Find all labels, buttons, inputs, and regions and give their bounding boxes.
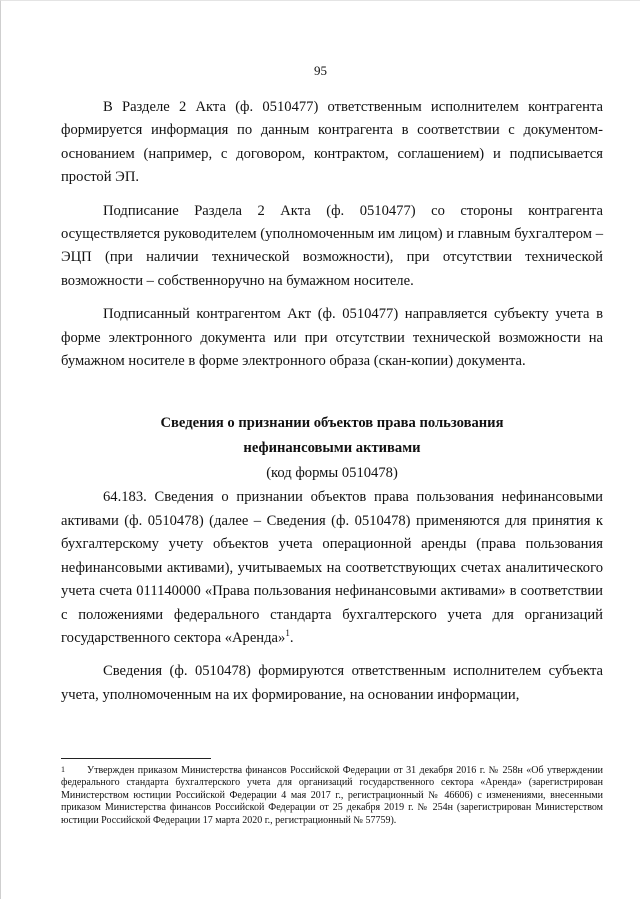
footnote-separator (61, 758, 211, 759)
paragraph-64-183 (61, 486, 603, 650)
footnote-reference[interactable]: 1 (285, 628, 290, 639)
page-body (61, 96, 603, 707)
paragraph-section2-signing: Подписание Раздела 2 Акта (ф. 0510477) со стороны контрагента осуществляется руководителем (уполномоченным им лицом) и главным бухгалтером – ЭЦП (при наличии технической возможности), при отсутствии технической возможности – собственноручно на бумажном носителе. (61, 202, 603, 289)
paragraph-section2-forming: В Разделе 2 Акта (ф. 0510477) ответственным исполнителем контрагента формируется информация по данным контрагента в соответствии с документом-основанием (например, с договором, контрактом, соглашением) и подписывается простой ЭП. (61, 99, 603, 186)
section-heading-line2: нефинансовыми активами (243, 440, 421, 457)
footnote (61, 765, 603, 827)
footnote-mark: 1 (61, 765, 65, 774)
paragraph-act-sending: Подписанный контрагентом Акт (ф. 0510477) направляется субъекту учета в форме электронного документа или при отсутствии технической возможности на бумажном носителе в форме электронного образа (скан-копии) документа. (61, 306, 603, 370)
paragraph-64-183-end: . (289, 629, 294, 646)
form-code: (код формы 0510478) (266, 465, 398, 482)
page-number: 95 (314, 63, 327, 78)
footnote-text: Утвержден приказом Министерства финансов Российской Федерации от 31 декабря 2016 г. № 258н «Об утверждении федерального стандарта бухгалтерского учета для организаций государственного сектора «Аренда» (зарегистрирован Министерством юстиции Российской Федерации 4 мая 2017 г., регистрационный № 46606) с изменениями, внесенными приказом Министерства финансов Российской Федерации от 25 декабря 2019 г. № 254н (зарегистрирован Министерством юстиции Российской Федерации 17 марта 2020 г., регистрационный № 57759). (61, 765, 603, 826)
paragraph-forming-info: Сведения (ф. 0510478) формируются ответственным исполнителем субъекта учета, уполномоченным на их формирование, на основании информации, (61, 663, 603, 703)
paragraph-64-183-text: 64.183. Сведения о признании объектов права пользования нефинансовыми активами (ф. 0510478) (далее – Сведения (ф. 0510478) применяются для принятия к бухгалтерскому учету объектов учета операционной аренды (права пользования нефинансовыми активами), учитываемых на соответствующих счетах аналитического учета счета 011140000 «Права пользования нефинансовыми активами» в соответствии с положениями федерального стандарта бухгалтерского учета для организаций государственного сектора «Аренда» (61, 489, 603, 646)
section-heading-line1: Сведения о признании объектов права пользования (160, 415, 504, 432)
